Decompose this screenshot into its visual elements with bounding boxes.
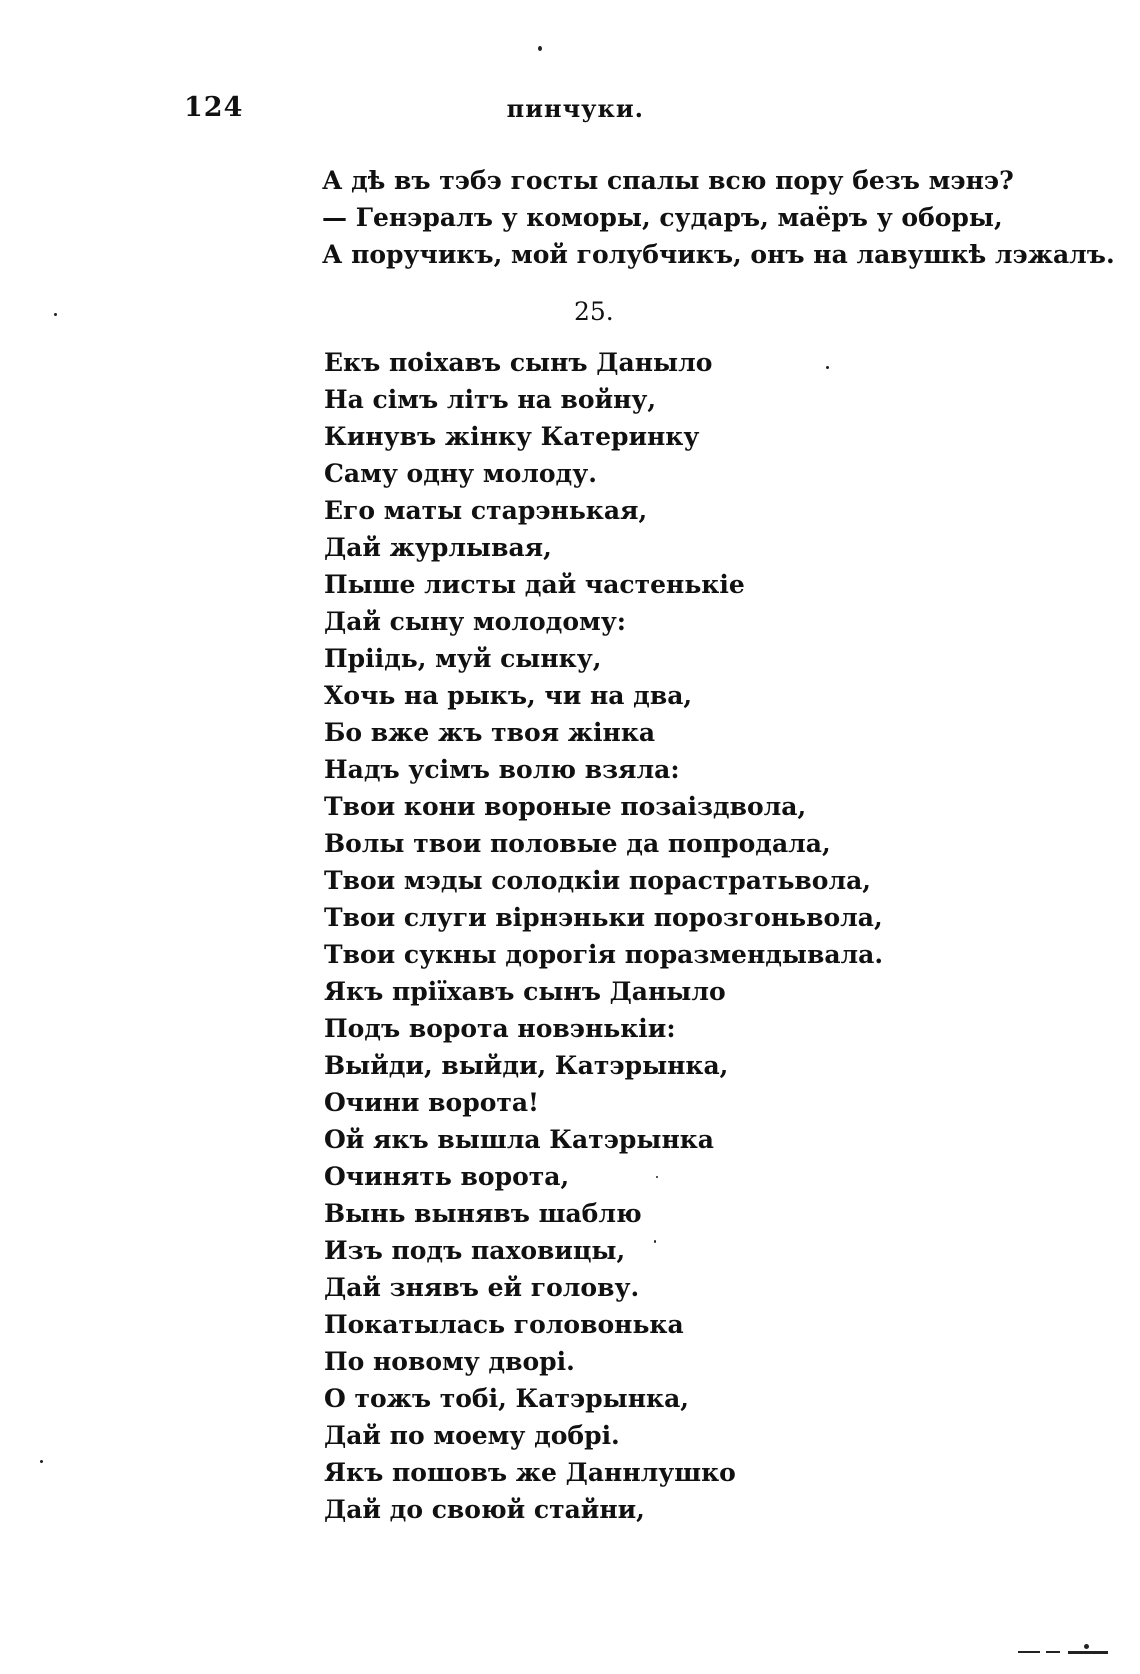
verse-line: Ой якъ вышла Катэрынка	[324, 1125, 715, 1154]
song-number: 25.	[574, 297, 614, 326]
verse-line: Очинять ворота,	[324, 1162, 570, 1191]
scan-speck	[54, 313, 57, 316]
scan-speck	[538, 46, 542, 51]
verse-line: Твои сукны дорогія поразмендывала.	[324, 940, 884, 969]
page-header	[184, 92, 644, 132]
scan-speck	[40, 1460, 43, 1463]
verse-line: А поручикъ, мой голубчикъ, онъ на лавушкѣ лэжалъ.	[322, 240, 1115, 269]
verse-line: Якъ пріїхавъ сынъ Даныло	[324, 977, 726, 1006]
verse-line: Очини ворота!	[324, 1088, 540, 1117]
verse-line: — Генэралъ у коморы, сударъ, маёръ у оборы,	[322, 203, 1003, 232]
verse-line: Твои мэды солодкіи порастратьвола,	[324, 866, 871, 895]
verse-line: Вынь вынявъ шаблю	[324, 1199, 642, 1228]
verse-line: Пыше листы дай частенькіе	[324, 570, 745, 599]
verse-main	[324, 344, 883, 1528]
verse-top	[322, 162, 1115, 273]
verse-line: Твои слуги вірнэньки порозгоньвола,	[324, 903, 883, 932]
verse-line: Кинувъ жінку Катеринку	[324, 422, 700, 451]
verse-line: Дай сыну молодому:	[324, 607, 626, 636]
verse-line: Хочь на рыкъ, чи на два,	[324, 681, 693, 710]
verse-line: Твои кони вороные позаіздвола,	[324, 792, 807, 821]
verse-line: На сімъ літъ на войну,	[324, 385, 657, 414]
verse-line: А дѣ въ тэбэ госты спалы всю пору безъ мэнэ?	[322, 166, 1014, 195]
scan-speck	[1084, 1644, 1089, 1649]
verse-line: По новому дворі.	[324, 1347, 575, 1376]
edge-dash	[1046, 1651, 1060, 1653]
edge-dash	[1068, 1651, 1108, 1654]
verse-line: О тожъ тобі, Катэрынка,	[324, 1384, 689, 1413]
verse-line: Якъ пошовъ же Даннлушко	[324, 1458, 736, 1487]
verse-line: Екъ поіхавъ сынъ Даныло	[324, 348, 713, 377]
verse-line: Надъ усімъ волю взяла:	[324, 755, 680, 784]
verse-line: Дай до своюй стайни,	[324, 1495, 645, 1524]
verse-line: Его маты старэнькая,	[324, 496, 648, 525]
running-title: пинчуки.	[506, 94, 644, 123]
edge-dash	[1018, 1651, 1040, 1653]
verse-line: Дай журлывая,	[324, 533, 552, 562]
page-edge-mark	[1018, 1648, 1118, 1654]
verse-line: Изъ подъ паховицы,	[324, 1236, 626, 1265]
scan-speck	[826, 366, 829, 369]
scan-speck	[654, 1240, 656, 1243]
verse-line: Подъ ворота новэнькіи:	[324, 1014, 676, 1043]
verse-line: Саму одну молоду.	[324, 459, 597, 488]
verse-line: Выйди, выйди, Катэрынка,	[324, 1051, 729, 1080]
verse-line: Пріідь, муй сынку,	[324, 644, 602, 673]
verse-line: Волы твои половые да попродала,	[324, 829, 831, 858]
scan-speck	[656, 1176, 658, 1178]
verse-line: Покатылась головонька	[324, 1310, 684, 1339]
verse-line: Дай знявъ ей голову.	[324, 1273, 640, 1302]
verse-line: Бо вже жъ твоя жінка	[324, 718, 656, 747]
page-number: 124	[184, 92, 244, 123]
verse-line: Дай по моему добрі.	[324, 1421, 620, 1450]
